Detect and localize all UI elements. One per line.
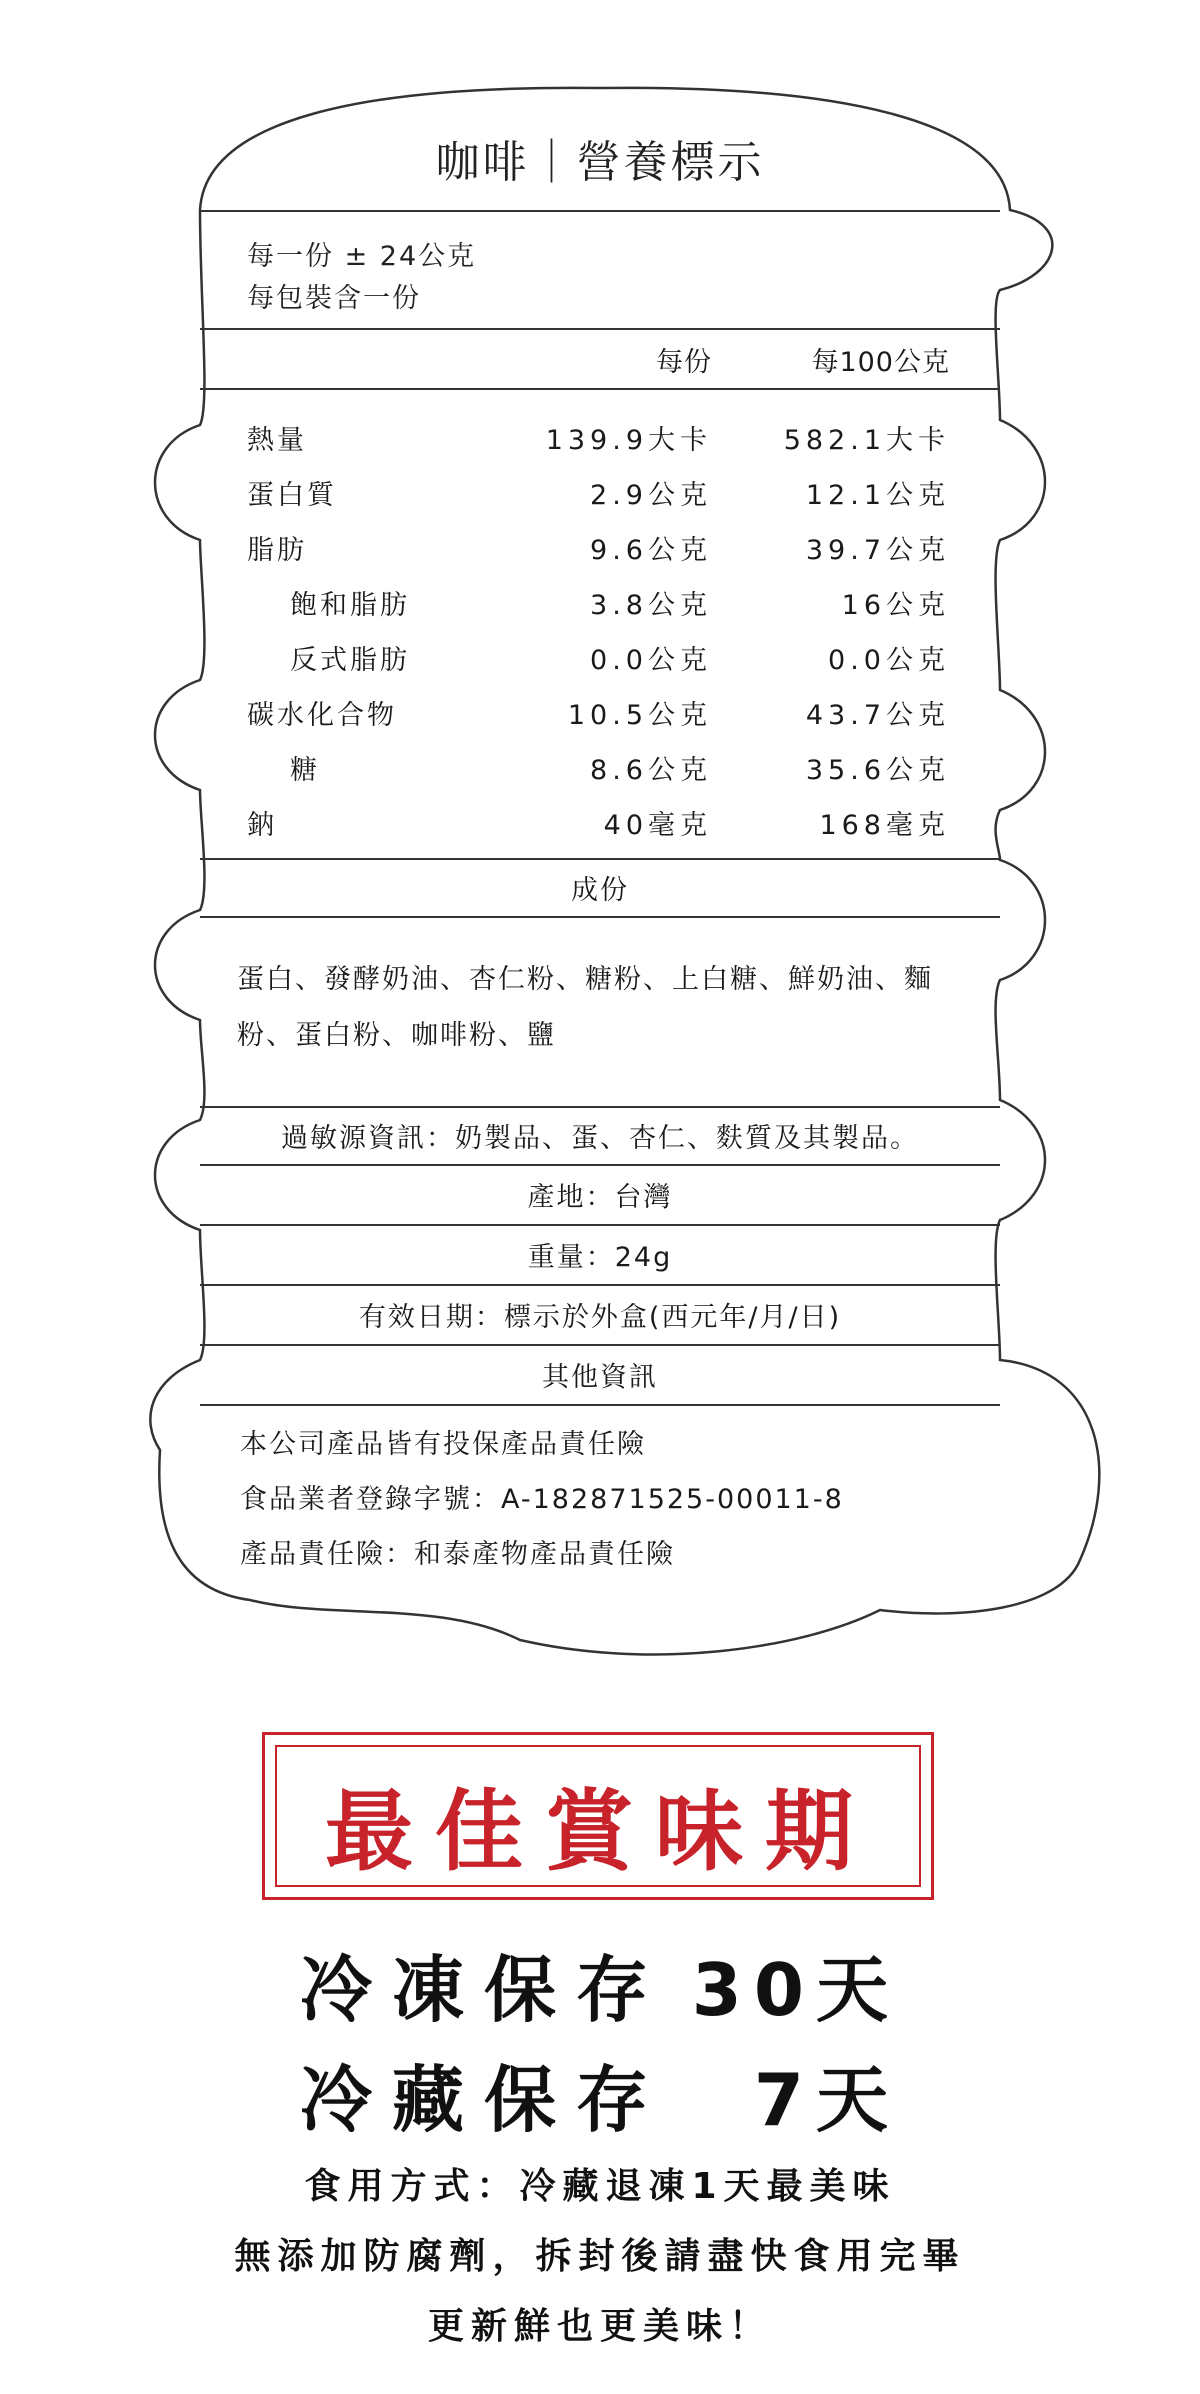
nutrient-name: 糖	[290, 755, 320, 786]
nutrient-per-100g: 35.6公克	[805, 755, 950, 786]
nutrient-per-serving: 2.9公克	[590, 480, 712, 511]
nutrient-per-serving: 3.8公克	[590, 590, 712, 621]
allergen-info: 過敏源資訊：奶製品、蛋、杏仁、麩質及其製品。	[281, 1123, 919, 1154]
label-title: 咖啡｜營養標示	[435, 137, 765, 188]
other-info-line: 食品業者登錄字號：A-182871525-00011-8	[240, 1484, 844, 1515]
serving-method-note: 食用方式：冷藏退凍1天最美味	[304, 2166, 896, 2207]
nutrient-per-serving: 0.0公克	[590, 645, 712, 676]
nutrient-name: 脂肪	[247, 535, 307, 566]
rule-origin-top	[200, 1164, 1000, 1166]
nutrient-per-serving: 40毫克	[603, 810, 712, 841]
nutrient-per-100g: 12.1公克	[805, 480, 950, 511]
rule-title	[200, 210, 1000, 212]
storage-days: 30天	[691, 1948, 900, 2032]
nutrient-name: 碳水化合物	[247, 700, 397, 731]
other-info-line: 產品責任險：和泰產物產品責任險	[240, 1539, 675, 1570]
serving-size: 每一份 ± 24公克	[247, 241, 477, 272]
nutrient-name: 鈉	[247, 810, 277, 841]
storage-row-refrigerated	[0, 2042, 1200, 2142]
rule-allergen-top	[200, 1106, 1000, 1108]
rule-col-head	[200, 388, 1000, 390]
servings-per-pack: 每包裝含一份	[247, 283, 421, 314]
column-header-per-100g: 每100公克	[811, 347, 950, 378]
nutrient-per-100g: 168毫克	[819, 810, 950, 841]
nutrient-name: 反式脂肪	[290, 645, 410, 676]
rule-other-head-bottom	[200, 1404, 1000, 1406]
nutrient-per-100g: 16公克	[841, 590, 950, 621]
nutrient-per-100g: 43.7公克	[805, 700, 950, 731]
column-header-per-serving: 每份	[656, 347, 712, 378]
ingredients-text: 蛋白、發酵奶油、杏仁粉、糖粉、上白糖、鮮奶油、麵粉、蛋白粉、咖啡粉、鹽	[237, 964, 933, 1051]
rule-serving	[200, 328, 1000, 330]
other-info-heading: 其他資訊	[542, 1362, 658, 1393]
storage-method: 冷凍保存	[300, 1948, 669, 2032]
nutrient-per-100g: 582.1大卡	[783, 425, 950, 456]
origin-info: 產地：台灣	[527, 1182, 673, 1213]
freshness-note: 更新鮮也更美味！	[427, 2306, 772, 2347]
nutrient-per-100g: 0.0公克	[828, 645, 950, 676]
expiry-info: 有效日期：標示於外盒(西元年/月/日)	[358, 1302, 842, 1333]
nutrient-row	[0, 738, 1200, 792]
storage-method: 冷藏保存	[300, 2058, 669, 2142]
storage-days: 7天	[753, 2058, 900, 2142]
storage-row-frozen	[0, 1932, 1200, 2032]
nutrient-row	[0, 683, 1200, 737]
nutrient-per-serving: 9.6公克	[590, 535, 712, 566]
nutrient-name: 飽和脂肪	[290, 590, 410, 621]
nutrient-row	[0, 793, 1200, 847]
ingredients-heading: 成份	[571, 875, 629, 906]
rule-ingredients-top	[200, 858, 1000, 860]
rule-ingredients-head	[200, 916, 1000, 918]
nutrient-name: 蛋白質	[247, 480, 337, 511]
nutrient-name: 熱量	[247, 425, 307, 456]
nutrient-row	[0, 463, 1200, 517]
nutrient-row	[0, 518, 1200, 572]
nutrient-per-serving: 10.5公克	[567, 700, 712, 731]
other-info-line: 本公司產品皆有投保產品責任險	[240, 1429, 646, 1460]
nutrient-row	[0, 628, 1200, 682]
preservative-note: 無添加防腐劑，拆封後請盡快食用完畢	[234, 2236, 966, 2277]
rule-other-head-top	[200, 1344, 1000, 1346]
nutrient-per-serving: 8.6公克	[590, 755, 712, 786]
nutrient-per-100g: 39.7公克	[805, 535, 950, 566]
rule-expiry-top	[200, 1284, 1000, 1286]
shelf-life-title: 最佳賞味期	[324, 1780, 875, 1883]
nutrient-per-serving: 139.9大卡	[545, 425, 712, 456]
nutrient-row	[0, 408, 1200, 462]
rule-weight-top	[200, 1224, 1000, 1226]
weight-info: 重量：24g	[527, 1242, 673, 1273]
nutrient-row	[0, 573, 1200, 627]
